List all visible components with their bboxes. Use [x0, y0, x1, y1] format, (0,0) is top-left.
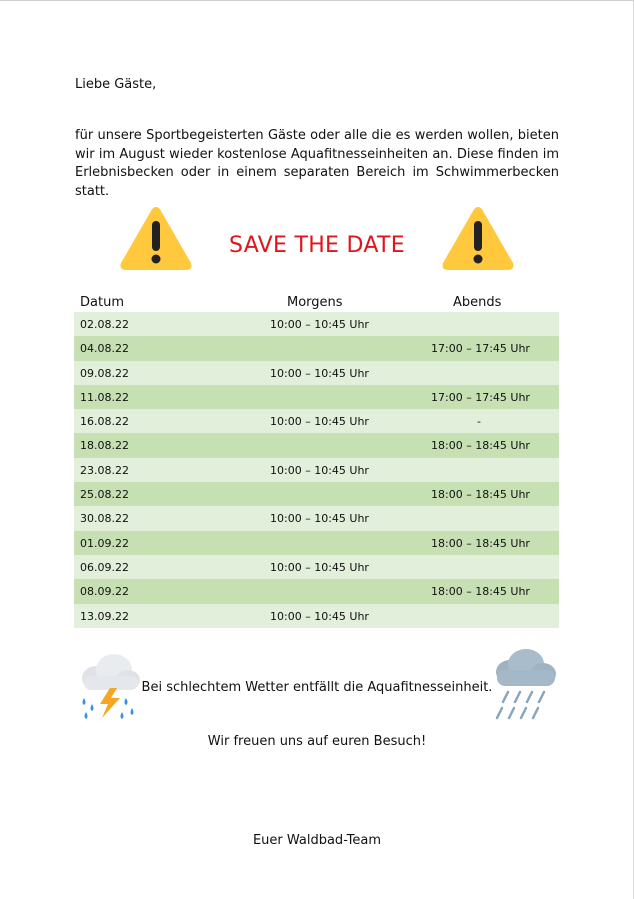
table-row	[74, 579, 559, 603]
table-row	[74, 312, 559, 336]
date-cell: 01.09.22	[80, 536, 129, 550]
table-row	[74, 506, 559, 530]
rain-cloud-icon	[488, 648, 558, 722]
intro-paragraph: für unsere Sportbegeisterten Gäste oder alle die es werden wollen, bieten wir im August wieder kostenlose Aquafitnesseinheiten an. Diese finden im Erlebnisbecken oder in einem separaten Bereich im Schwimmerbecken statt.	[75, 128, 559, 199]
table-row	[74, 361, 559, 385]
page-top-border	[0, 0, 634, 1]
column-header-morgens: Morgens	[287, 295, 343, 310]
evening-time-cell: 18:00 – 18:45 Uhr	[431, 536, 530, 550]
date-cell: 02.08.22	[80, 318, 129, 331]
morning-time-cell: 10:00 – 10:45 Uhr	[270, 415, 369, 429]
morning-time-cell: 10:00 – 10:45 Uhr	[270, 609, 369, 623]
date-cell: 25.08.22	[80, 488, 129, 502]
date-cell: 23.08.22	[80, 463, 129, 477]
column-header-datum: Datum	[80, 295, 124, 310]
date-cell: 08.09.22	[80, 585, 129, 599]
date-cell: 16.08.22	[80, 415, 129, 429]
date-cell: 04.08.22	[80, 342, 129, 356]
evening-time-cell: 18:00 – 18:45 Uhr	[431, 488, 530, 502]
table-row	[74, 458, 559, 482]
evening-time-cell: 18:00 – 18:45 Uhr	[431, 585, 530, 599]
date-cell: 09.08.22	[80, 366, 129, 380]
morning-time-cell: 10:00 – 10:45 Uhr	[270, 560, 369, 574]
morning-time-cell: 10:00 – 10:45 Uhr	[270, 318, 369, 331]
warning-triangle-icon	[440, 203, 516, 273]
table-row	[74, 482, 559, 506]
signature: Euer Waldbad-Team	[252, 833, 382, 848]
weather-note: Bei schlechtem Wetter entfällt die Aquafitnesseinheit.	[141, 680, 493, 695]
evening-time-cell: -	[477, 415, 481, 429]
table-row	[74, 409, 559, 433]
date-cell: 13.09.22	[80, 609, 129, 623]
morning-time-cell: 10:00 – 10:45 Uhr	[270, 366, 369, 380]
closing-line: Wir freuen uns auf euren Besuch!	[207, 734, 427, 749]
evening-time-cell: 17:00 – 17:45 Uhr	[431, 390, 530, 404]
morning-time-cell: 10:00 – 10:45 Uhr	[270, 512, 369, 526]
evening-time-cell: 18:00 – 18:45 Uhr	[431, 439, 530, 453]
table-row	[74, 336, 559, 360]
schedule-table	[74, 312, 559, 628]
save-the-date-headline: SAVE THE DATE	[229, 233, 405, 258]
table-row	[74, 385, 559, 409]
date-cell: 30.08.22	[80, 512, 129, 526]
table-row	[74, 555, 559, 579]
date-cell: 18.08.22	[80, 439, 129, 453]
evening-time-cell: 17:00 – 17:45 Uhr	[431, 342, 530, 356]
table-row	[74, 433, 559, 457]
greeting: Liebe Gäste,	[75, 77, 157, 92]
table-row	[74, 531, 559, 555]
table-row	[74, 604, 559, 628]
morning-time-cell: 10:00 – 10:45 Uhr	[270, 463, 369, 477]
date-cell: 11.08.22	[80, 390, 129, 404]
column-header-abends: Abends	[453, 295, 502, 310]
date-cell: 06.09.22	[80, 560, 129, 574]
